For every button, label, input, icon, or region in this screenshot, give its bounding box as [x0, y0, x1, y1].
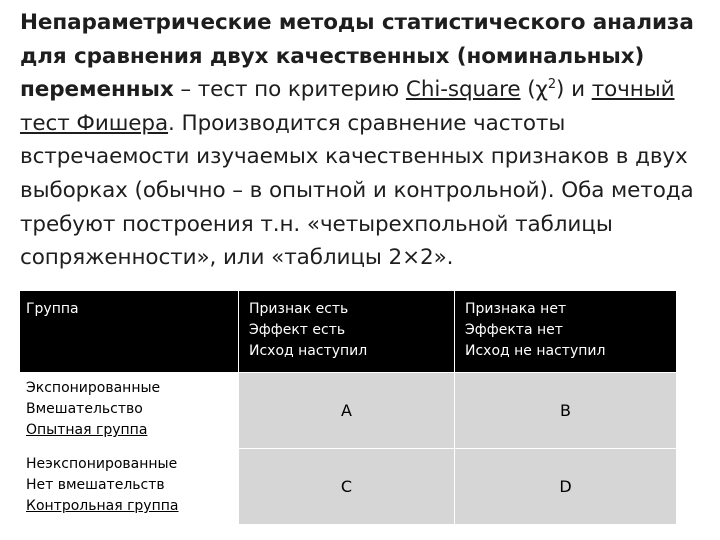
row-label-line: Вмешательство	[26, 401, 143, 417]
chi-symbol-open: (χ	[520, 77, 548, 103]
header-group-label: Группа	[26, 301, 79, 317]
chi-square-link[interactable]: Chi-square	[405, 77, 521, 103]
cell-c: C	[239, 449, 455, 525]
header-feature-absent-line: Признака нет	[465, 301, 567, 317]
header-feature-absent-line: Эффекта нет	[465, 322, 563, 338]
table-row-control	[20, 449, 677, 525]
header-feature-present-line: Исход наступил	[249, 343, 368, 359]
intro-rest: . Производится сравнение частоты встречаемости изучаемых качественных признаков в двух выборках (обычно – в опытной и контрольной). Оба метода требуют построения т.н. «четырехпольной таблицы сопряженности», или «таблицы 2×2».	[20, 110, 694, 271]
intro-bold-lead: Непараметрические методы статистического анализа для сравнения двух качественных (номинальных) переменных	[20, 10, 694, 103]
chi-symbol-close: ) и	[556, 77, 592, 103]
header-feature-absent-line: Исход не наступил	[465, 343, 606, 359]
header-group	[20, 291, 239, 373]
row-label-group-name: Опытная группа	[26, 422, 148, 438]
contingency-table	[19, 290, 677, 525]
table-header-row	[20, 291, 677, 373]
row-label-line: Нет вмешательств	[26, 477, 165, 493]
intro-paragraph	[20, 6, 710, 275]
row-label-group-name: Контрольная группа	[26, 498, 179, 514]
row-label-line: Неэкспонированные	[26, 456, 178, 472]
chi-symbol-sup: 2	[547, 77, 557, 93]
cell-b: B	[455, 373, 677, 449]
header-feature-present-line: Признак есть	[249, 301, 349, 317]
header-feature-absent	[455, 291, 677, 373]
table-row-experimental	[20, 373, 677, 449]
row-label-line: Экспонированные	[26, 380, 161, 396]
row-label-experimental	[20, 373, 239, 449]
fisher-test-link[interactable]: точный тест Фишера	[20, 77, 675, 136]
header-feature-present	[239, 291, 455, 373]
row-label-control	[20, 449, 239, 525]
header-feature-present-line: Эффект есть	[249, 322, 346, 338]
cell-a: A	[239, 373, 455, 449]
cell-d: D	[455, 449, 677, 525]
intro-text-dash: – тест по критерию	[173, 77, 406, 103]
